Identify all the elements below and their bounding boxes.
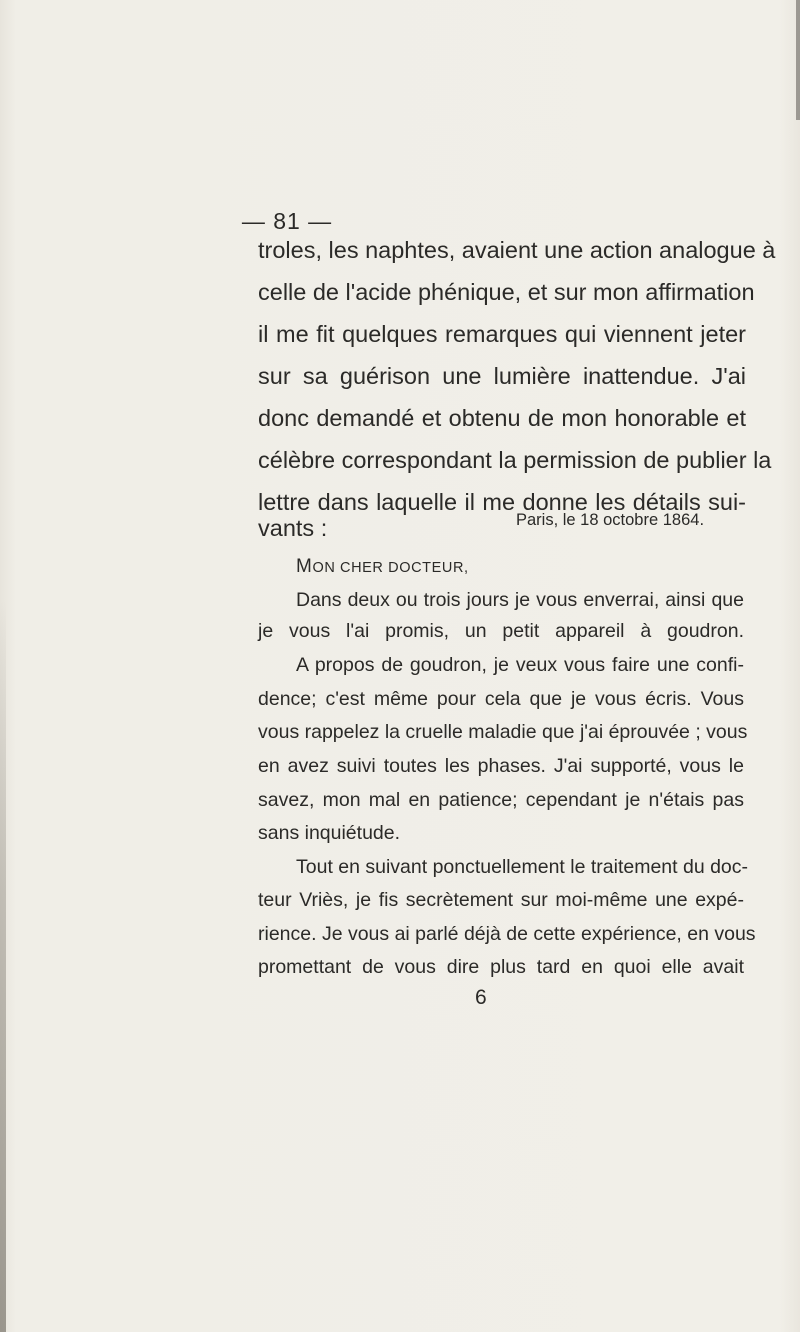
letter-text-line: A propos de goudron, je veux vous faire une confi- — [296, 654, 744, 676]
letter-text-line: savez, mon mal en patience; cependant je n'étais pas — [258, 789, 744, 811]
body-text-line: célèbre correspondant la permission de publier la — [258, 447, 772, 473]
letter-text-line: dence; c'est même pour cela que je vous écris. Vous — [258, 688, 744, 710]
letter-text-line: rience. Je vous ai parlé déjà de cette expérience, en vous — [258, 923, 756, 945]
body-text-line: lettre dans laquelle il me donne les détails sui- — [258, 489, 746, 515]
letter-text-line: teur Vriès, je fis secrètement sur moi-même une expé- — [258, 889, 744, 911]
letter-text-line: promettant de vous dire plus tard en quoi elle avait — [258, 956, 744, 978]
body-text-line: vants : — [258, 515, 328, 541]
body-text-line: troles, les naphtes, avaient une action analogue à — [258, 237, 776, 263]
letter-text-line: en avez suivi toutes les phases. J'ai supporté, vous le — [258, 755, 744, 777]
letter-dateline: Paris, le 18 octobre 1864. — [516, 511, 705, 529]
letter-text-line: je vous l'ai promis, un petit appareil à goudron. — [258, 620, 744, 642]
letter-text-line: Tout en suivant ponctuellement le traitement du doc- — [296, 856, 749, 878]
signature-mark: 6 — [475, 986, 487, 1009]
body-text-line: il me fit quelques remarques qui viennent jeter — [258, 321, 746, 347]
letter-text-line: sans inquiétude. — [258, 822, 401, 844]
letter-text-line: Dans deux ou trois jours je vous enverrai, ainsi que — [296, 589, 744, 611]
page-edge-shadow — [796, 0, 800, 120]
page-number: — 81 — — [241, 208, 333, 234]
body-text-line: celle de l'acide phénique, et sur mon affirmation — [258, 279, 755, 305]
body-text-line: sur sa guérison une lumière inattendue. J'ai — [258, 363, 746, 389]
page-binding-shadow — [0, 600, 6, 1332]
letter-salutation — [296, 556, 469, 578]
body-text-line: donc demandé et obtenu de mon honorable et — [258, 405, 746, 431]
salutation-rest: ON CHER DOCTEUR, — [312, 560, 469, 576]
letter-text-line: vous rappelez la cruelle maladie que j'ai éprouvée ; vous — [258, 721, 748, 743]
salutation-initial: M — [296, 556, 313, 577]
